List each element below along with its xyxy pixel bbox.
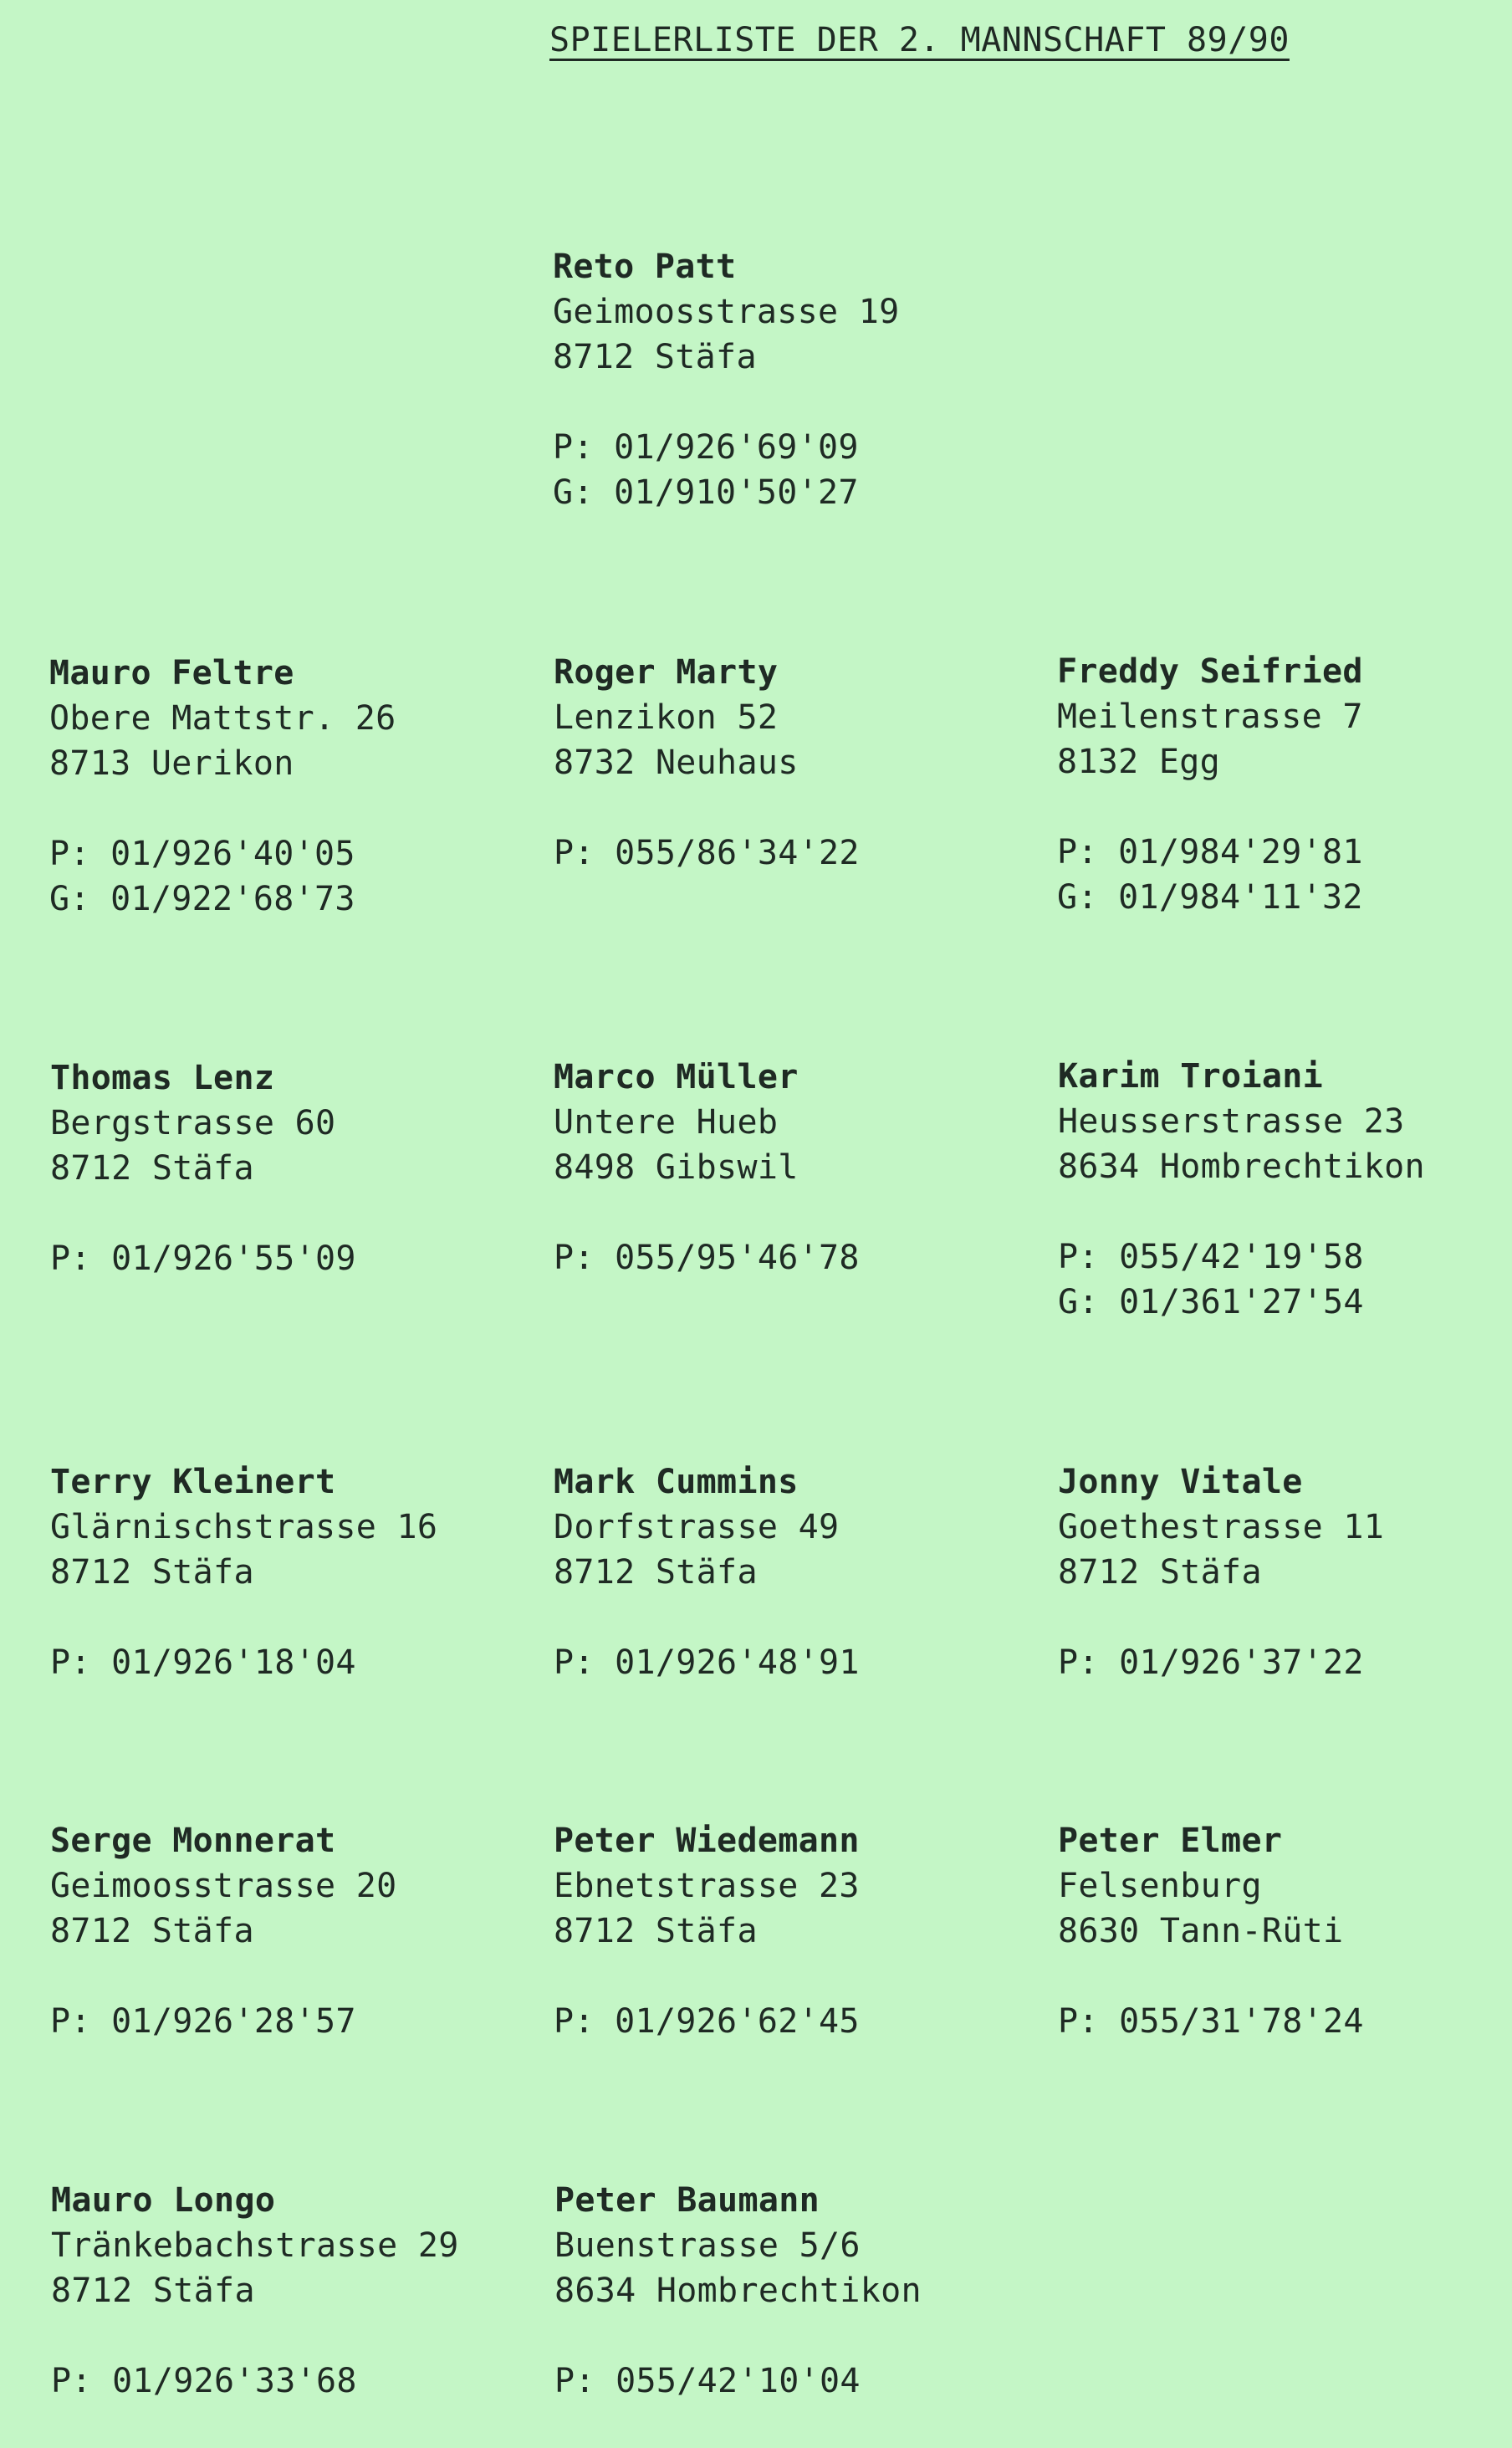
player-street: Geimoosstrasse 20 xyxy=(50,1867,397,1905)
player-city: 8712 Stäfa xyxy=(50,1553,254,1592)
player-phone-private: P: 055/86'34'22 xyxy=(554,834,860,872)
player-name: Freddy Seifried xyxy=(1057,652,1363,691)
player-city: 8712 Stäfa xyxy=(554,1553,758,1592)
player-street: Glärnischstrasse 16 xyxy=(50,1508,438,1546)
player-street: Geimoosstrasse 19 xyxy=(553,293,900,331)
player-name: Mark Cummins xyxy=(554,1463,799,1501)
page-title: SPIELERLISTE DER 2. MANNSCHAFT 89/90 xyxy=(549,21,1290,59)
player-city: 8630 Tann-Rüti xyxy=(1058,1912,1344,1950)
player-phone-private: P: 01/984'29'81 xyxy=(1057,833,1363,871)
player-street: Ebnetstrasse 23 xyxy=(554,1867,860,1905)
player-phone-private: P: 01/926'40'05 xyxy=(49,835,355,873)
player-name: Serge Monnerat xyxy=(50,1822,336,1860)
player-street: Bergstrasse 60 xyxy=(50,1104,336,1142)
player-name: Roger Marty xyxy=(554,653,779,692)
player-phone-private: P: 01/926'37'22 xyxy=(1058,1643,1364,1682)
player-card xyxy=(554,1459,860,1685)
player-street: Buenstrasse 5/6 xyxy=(554,2226,861,2265)
player-phone-business: G: 01/922'68'73 xyxy=(49,880,355,918)
player-city: 8132 Egg xyxy=(1057,743,1221,781)
player-street: Obere Mattstr. 26 xyxy=(49,699,396,738)
player-city: 8712 Stäfa xyxy=(554,1912,758,1950)
player-card xyxy=(554,1818,860,2044)
player-phone-private: P: 01/926'33'68 xyxy=(51,2362,357,2400)
player-name: Reto Patt xyxy=(553,248,737,286)
player-phone-private: P: 01/926'62'45 xyxy=(554,2002,860,2041)
player-phone-private: P: 01/926'69'09 xyxy=(553,428,859,467)
player-name: Marco Müller xyxy=(554,1058,799,1096)
player-phone-business: G: 01/910'50'27 xyxy=(553,473,859,512)
player-city: 8713 Uerikon xyxy=(49,744,294,783)
player-name: Mauro Longo xyxy=(51,2181,276,2220)
player-card xyxy=(51,2178,459,2404)
player-street: Lenzikon 52 xyxy=(554,698,779,737)
player-card xyxy=(1058,1818,1364,2044)
player-city: 8712 Stäfa xyxy=(50,1912,254,1950)
player-card xyxy=(1058,1054,1425,1325)
player-city: 8712 Stäfa xyxy=(50,1149,254,1188)
player-name: Terry Kleinert xyxy=(50,1463,336,1501)
player-phone-business: G: 01/984'11'32 xyxy=(1057,878,1363,917)
player-card xyxy=(554,2178,922,2404)
player-card xyxy=(554,1055,860,1280)
player-street: Goethestrasse 11 xyxy=(1058,1508,1385,1546)
player-card xyxy=(50,1459,437,1685)
player-card xyxy=(49,651,396,922)
player-street: Untere Hueb xyxy=(554,1103,779,1142)
player-street: Dorfstrasse 49 xyxy=(554,1508,840,1546)
player-city: 8634 Hombrechtikon xyxy=(1058,1147,1425,1186)
player-card xyxy=(1057,649,1363,920)
player-name: Karim Troiani xyxy=(1058,1057,1323,1096)
player-street: Heusserstrasse 23 xyxy=(1058,1102,1405,1141)
player-phone-business: G: 01/361'27'54 xyxy=(1058,1283,1364,1321)
player-city: 8634 Hombrechtikon xyxy=(554,2272,922,2310)
player-city: 8712 Stäfa xyxy=(553,338,757,376)
player-city: 8498 Gibswil xyxy=(554,1148,799,1187)
player-city: 8712 Stäfa xyxy=(1058,1553,1262,1592)
player-card xyxy=(50,1055,356,1281)
player-name: Peter Baumann xyxy=(554,2181,820,2220)
player-card xyxy=(553,244,900,515)
player-phone-private: P: 055/95'46'78 xyxy=(554,1239,860,1277)
player-name: Peter Wiedemann xyxy=(554,1822,860,1860)
player-phone-private: P: 01/926'55'09 xyxy=(50,1239,356,1278)
player-name: Mauro Feltre xyxy=(49,654,294,692)
player-name: Jonny Vitale xyxy=(1058,1463,1303,1501)
player-city: 8712 Stäfa xyxy=(51,2272,255,2310)
player-phone-private: P: 055/42'19'58 xyxy=(1058,1238,1364,1276)
player-name: Thomas Lenz xyxy=(50,1059,275,1097)
player-street: Meilenstrasse 7 xyxy=(1057,698,1363,736)
player-phone-private: P: 055/42'10'04 xyxy=(554,2362,861,2400)
player-name: Peter Elmer xyxy=(1058,1822,1283,1860)
player-phone-private: P: 01/926'28'57 xyxy=(50,2002,356,2041)
player-phone-private: P: 01/926'48'91 xyxy=(554,1643,860,1682)
player-card xyxy=(1058,1459,1384,1685)
player-card xyxy=(50,1818,397,2044)
player-city: 8732 Neuhaus xyxy=(554,744,799,782)
player-street: Felsenburg xyxy=(1058,1867,1262,1905)
player-phone-private: P: 055/31'78'24 xyxy=(1058,2002,1364,2041)
player-card xyxy=(554,650,860,876)
player-phone-private: P: 01/926'18'04 xyxy=(50,1643,356,1682)
player-street: Tränkebachstrasse 29 xyxy=(51,2226,459,2265)
